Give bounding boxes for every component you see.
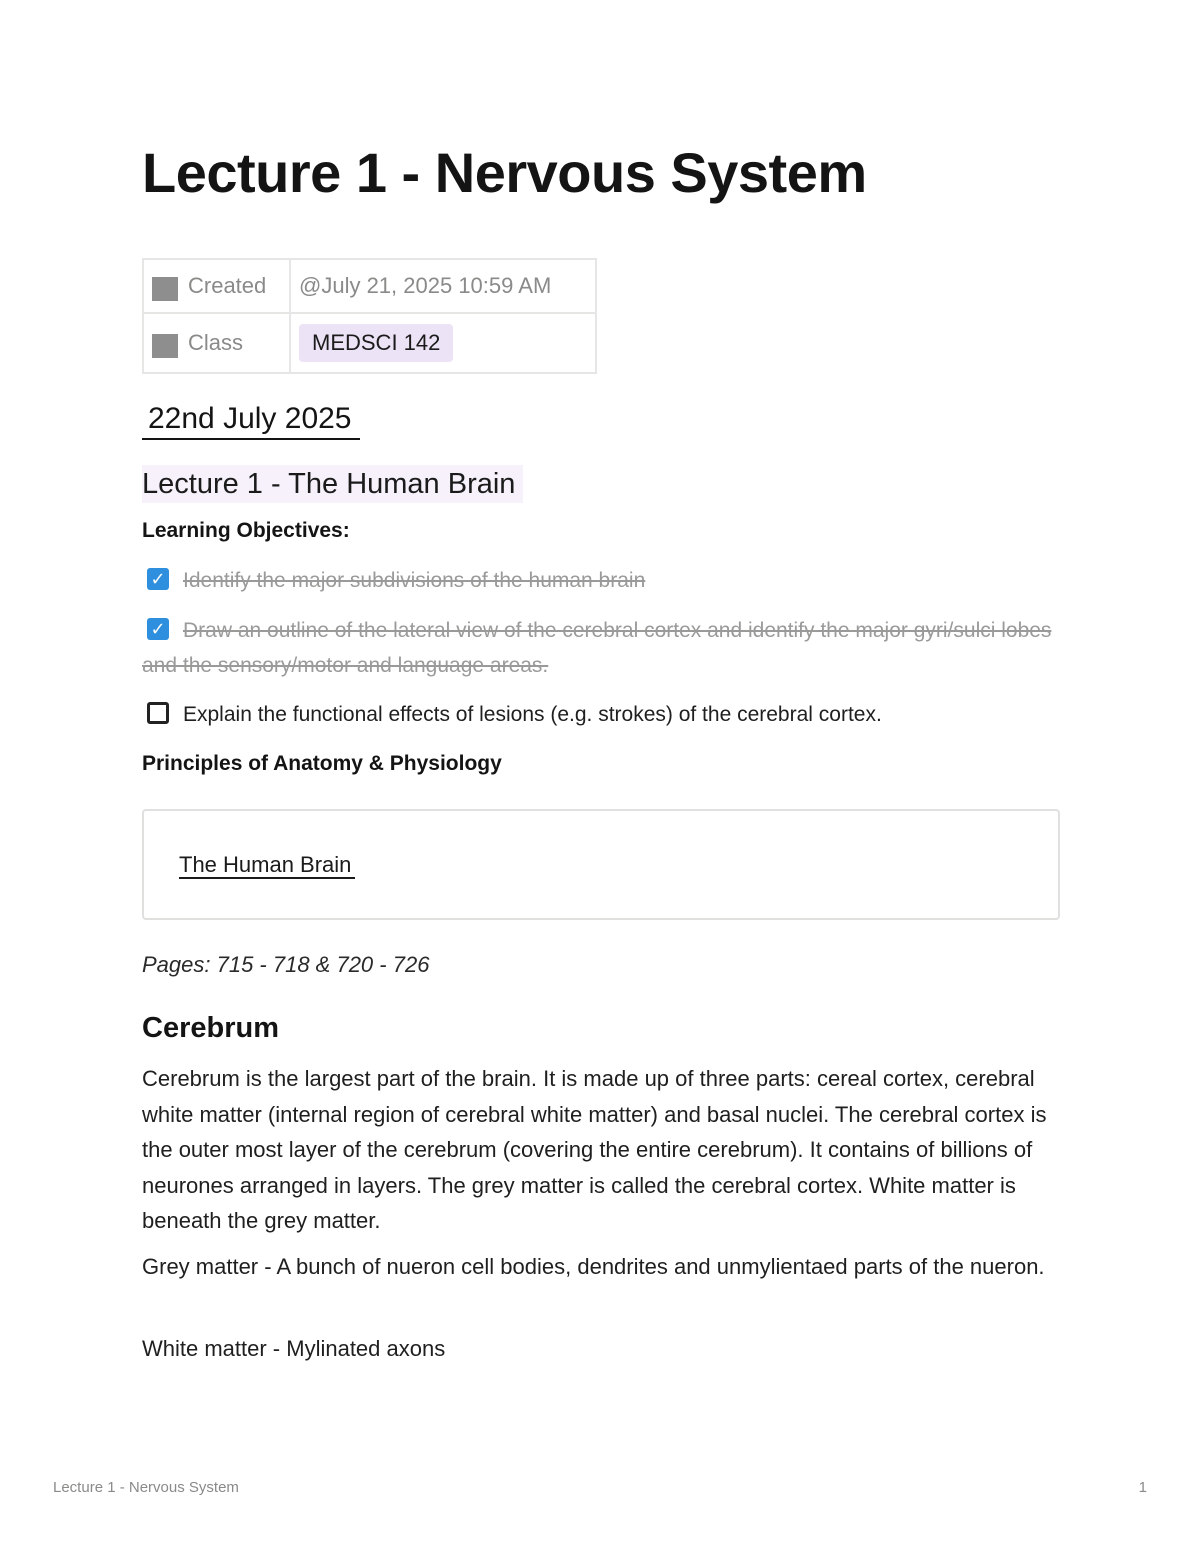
class-tag[interactable]: MEDSCI 142: [299, 324, 453, 362]
property-key-class: [143, 313, 290, 373]
checkbox-checked-icon[interactable]: ✓: [147, 568, 169, 590]
todo-item: [142, 613, 1060, 683]
white-matter-paragraph: White matter - Mylinated axons: [142, 1336, 446, 1361]
learning-objectives-label: Learning Objectives:: [142, 519, 350, 542]
callout-box: [142, 809, 1060, 920]
property-value-class[interactable]: [290, 313, 596, 373]
lecture-heading: Lecture 1 - The Human Brain: [142, 465, 523, 503]
checkbox-unchecked-icon[interactable]: [147, 702, 169, 724]
cerebrum-heading: Cerebrum: [142, 1012, 279, 1044]
todo-text: Identify the major subdivisions of the human brain: [183, 569, 646, 592]
principles-label: Principles of Anatomy & Physiology: [142, 752, 502, 775]
property-value-created[interactable]: @July 21, 2025 10:59 AM: [290, 259, 596, 313]
property-type-icon: [152, 334, 178, 358]
grey-matter-paragraph: Grey matter - A bunch of nueron cell bodies, dendrites and unmylientaed parts of the nueron.: [142, 1254, 1045, 1279]
human-brain-link[interactable]: The Human Brain: [179, 853, 355, 879]
footer-page-number: 1: [1138, 1479, 1147, 1496]
todo-text: Draw an outline of the lateral view of the cerebral cortex and identify the major gyri/sulci lobes and the sensory/motor and language areas.: [142, 619, 1052, 677]
todo-item: [142, 563, 1060, 598]
property-key-label: Class: [188, 329, 244, 355]
checkbox-checked-icon[interactable]: ✓: [147, 618, 169, 640]
properties-table: [142, 258, 597, 374]
property-type-icon: [152, 277, 178, 301]
pages-reference: Pages: 715 - 718 & 720 - 726: [142, 952, 430, 977]
property-key-created: [143, 259, 290, 313]
todo-text: Explain the functional effects of lesions (e.g. strokes) of the cerebral cortex.: [183, 703, 882, 726]
date-heading: 22nd July 2025: [142, 400, 360, 440]
todo-item: [142, 697, 1060, 732]
property-key-label: Created: [188, 272, 267, 298]
property-row-class: [143, 313, 596, 373]
footer-title: Lecture 1 - Nervous System: [53, 1479, 239, 1496]
cerebrum-paragraph: Cerebrum is the largest part of the brain. It is made up of three parts: cereal cortex, cerebral white matter (internal region of cerebral white matter) and basal nuclei. The cerebral cortex is the outer most layer of the cerebrum (covering the entire cerebrum). It contains of billions of neurones arranged in layers. The grey matter is called the cerebral cortex. White matter is beneath the grey matter.: [142, 1066, 1047, 1233]
property-row-created: [143, 259, 596, 313]
page-title: Lecture 1 - Nervous System: [142, 141, 867, 204]
